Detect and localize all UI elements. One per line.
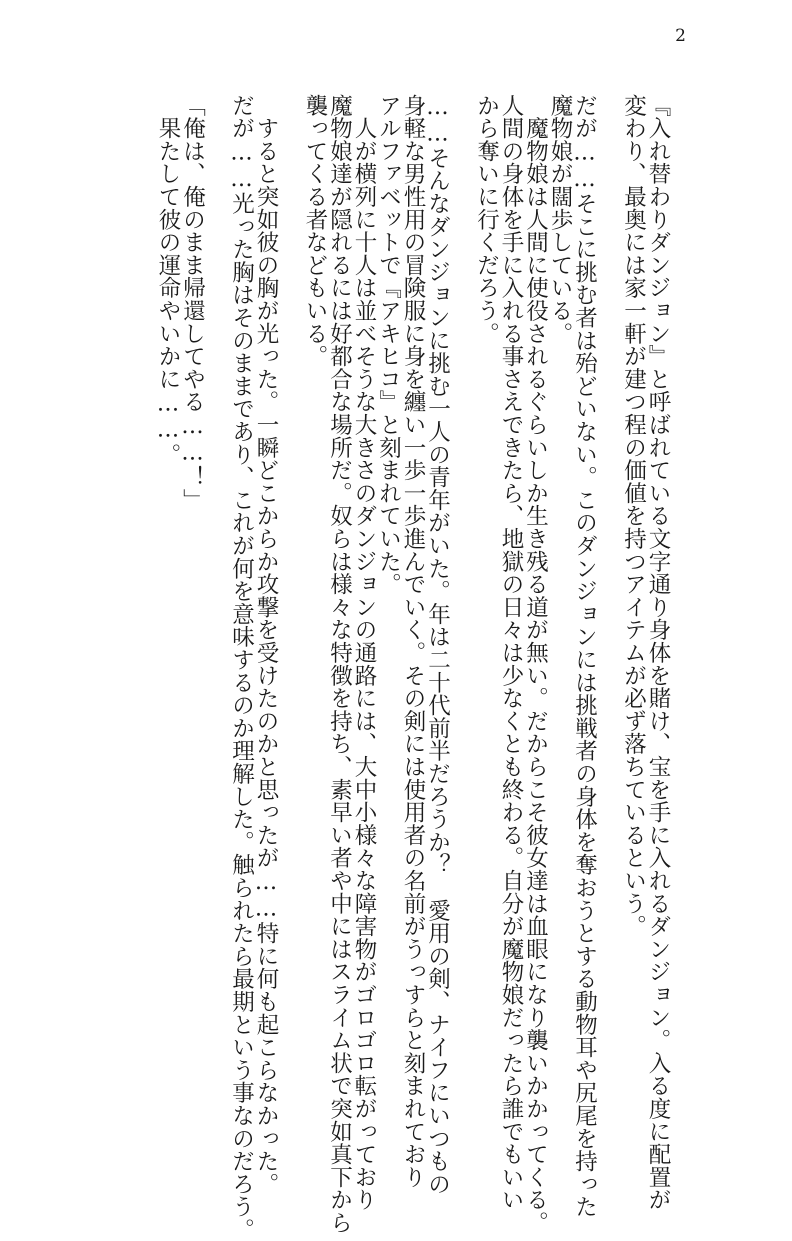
text-line: 「俺は、俺のまま帰還してやる……！」 [179,94,206,512]
text-line: 人間の身体を手に入れる事さえできたら、地獄の日々は少なくとも終わる。自分が魔物娘だったら誰でもいい [498,94,524,1212]
vertical-text-block [100,94,671,1241]
text-line: すると突如彼の胸が光った。一瞬どこからか攻撃を受けたのかと思ったが……特に何も起こらなかった。 [253,94,279,1196]
page-number: 2 [675,26,686,46]
paragraph-gap [205,94,230,1044]
paragraph-gap [278,94,303,1044]
text-line: 人が横列に十人は並べそうな大きさのダンジョンの通路には、大中小様々な障害物がゴロゴロ転がっており [351,94,377,1212]
text-line: アルファベットで『アキヒコ』と刻まれていた。 [375,94,402,596]
text-line: 襲ってくる者などもいる。 [302,94,328,368]
text-line: 果たして彼の運命やいかに……。 [155,94,181,466]
text-line: 魔物娘達が隠れるには好都合な場所だ。奴らは様々な特徴を持ち、素早い者や中にはスライム状で突如真下から [326,94,353,1234]
text-line: ……そんなダンジョンに挑む一人の青年がいた。年は二十代前半だろうか？ 愛用の剣、ナイフにいつもの [424,94,451,1196]
text-line: 変わり、最奥には家一軒が建つ程の価値を持つアイテムが必ず落ちているという。 [620,94,647,938]
paragraph-gap [597,94,622,1044]
text-line: 魔物娘が闊歩している。 [547,94,573,345]
text-line: から奪いに行くだろう。 [473,94,500,345]
paragraph-gap [450,94,475,1044]
text-line: だが……そこに挑む者は殆どいない。このダンジョンには挑戦者の身体を奪おうとする動物耳や尻尾を持った [571,94,598,1219]
text-line: 『入れ替わりダンジョン』と呼ばれている文字通り身体を賭け、宝を手に入れるダンジョン。入る度に配置が [645,94,671,1212]
text-line: 身軽な男性用の冒険服に身を纏い一歩一歩進んでいく。その剣には使用者の名前がうっすらと刻まれており [400,94,426,1189]
text-line: 魔物娘は人間に使役されるぐらいしか生き残る道が無い。だからこそ彼女達は血眼になり襲いかかってくる。 [522,94,549,1234]
text-line: だが……光った胸はそのままであり、これが何を意味するのか理解した。触られたら最期という事なのだろう。 [228,94,255,1241]
